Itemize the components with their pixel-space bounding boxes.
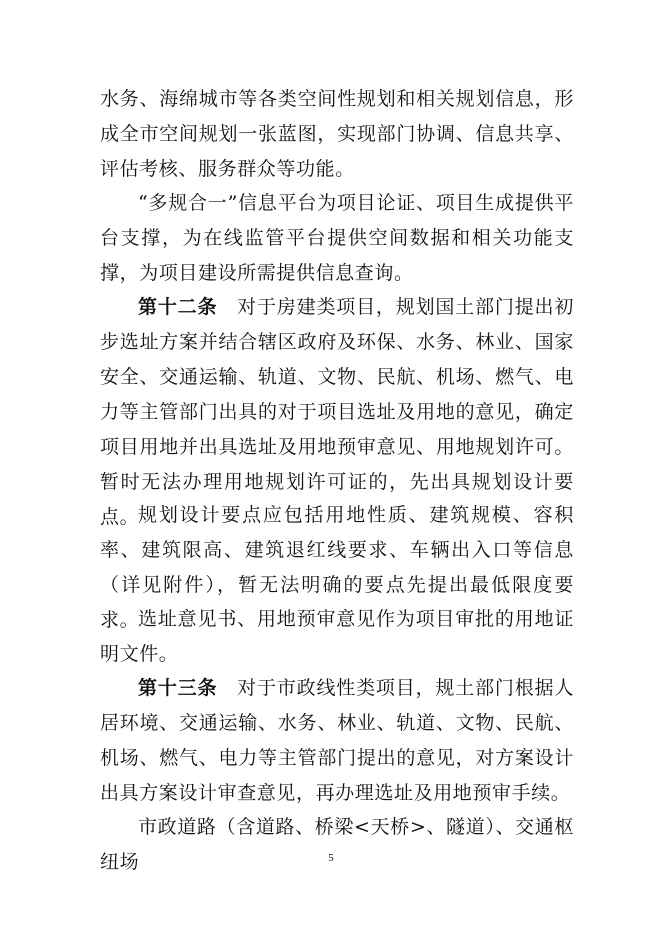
paragraph-text: 市政道路（含道路、桥梁<天桥>、隧道）、交通枢纽场 — [100, 816, 574, 873]
article-heading: 第十二条 — [138, 296, 218, 318]
article-heading: 第十三条 — [138, 677, 218, 699]
page-number: 5 — [328, 852, 334, 864]
paragraph-platform — [100, 186, 574, 291]
paragraph-site-opinion — [100, 602, 574, 672]
paragraph-text: 选址意见书、用地预审意见作为项目审批的用地证明文件。 — [100, 608, 574, 665]
paragraph-text: 对于房建类项目，规划国土部门提出初步选址方案并结合辖区政府及环保、水务、林业、国家安全、交通运输、轨道、文物、民航、机场、燃气、电力等主管部门出具的对于项目选址及用地的意见，确定项目用地并出具选址及用地预审意见、用地规划许可。暂时无法办理用地规划许可证的，先出具规划设计要点。 — [100, 296, 574, 528]
paragraph-text: “多规合一”信息平台为项目论证、项目生成提供平台支撑，为在线监管平台提供空间数据和相关功能支撑，为项目建设所需提供信息查询。 — [100, 192, 574, 284]
paragraph-text: 规划设计要点应包括用地性质、建筑规模、容积率、建筑限高、建筑退红线要求、车辆出入口等信息（详见附件），暂无法明确的要点先提出最低限度要求。 — [100, 504, 574, 631]
paragraph-text: 对于市政线性类项目，规土部门根据人居环境、交通运输、水务、林业、轨道、文物、民航、机场、燃气、电力等主管部门提出的意见，对方案设计出具方案设计审查意见，再办理选址及用地预审手续。 — [100, 677, 574, 804]
article-13 — [100, 671, 574, 811]
paragraph-continuation — [100, 82, 574, 187]
paragraph-municipal-roads — [100, 810, 574, 880]
paragraph-text: 水务、海绵城市等各类空间性规划和相关规划信息，形成全市空间规划一张蓝图，实现部门协调、信息共享、评估考核、服务群众等功能。 — [100, 88, 574, 180]
